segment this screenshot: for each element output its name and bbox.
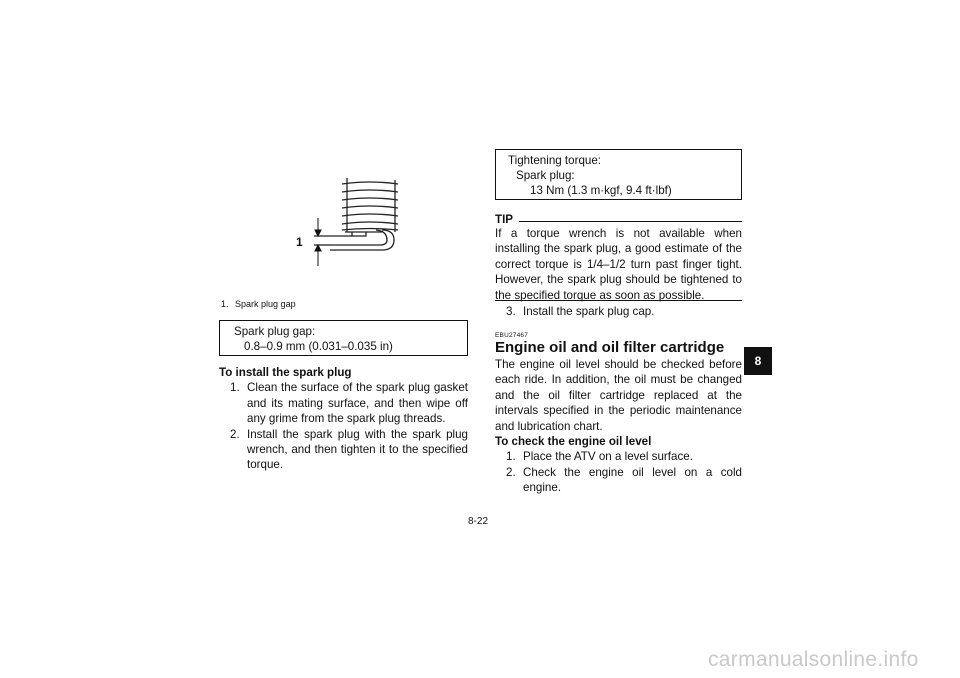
tip-label: TIP — [495, 213, 514, 226]
install-step-1 — [219, 380, 468, 426]
step-text: Install the spark plug cap. — [523, 305, 655, 318]
chapter-tab: 8 — [744, 347, 772, 375]
step-number: 3. — [506, 305, 516, 318]
spark-plug-gap-diagram — [290, 170, 410, 270]
check-step-2 — [495, 465, 742, 496]
caption-number: 1. — [221, 299, 229, 309]
spec-gap-value: 0.8–0.9 mm (0.031–0.035 in) — [244, 340, 393, 353]
figure-callout: 1 — [296, 235, 303, 249]
footer-watermark: carmanualsonline.info — [708, 648, 919, 671]
spec-torque-item: Spark plug: — [516, 169, 575, 182]
spec-torque-value: 13 Nm (1.3 m·kgf, 9.4 ft·lbf) — [530, 184, 672, 197]
step-text: Check the engine oil level on a cold engine. — [523, 465, 742, 495]
spec-gap-title: Spark plug gap: — [234, 325, 316, 338]
section-title: Engine oil and oil filter cartridge — [495, 339, 725, 356]
step-number: 1. — [230, 381, 240, 395]
spec-torque-title: Tightening torque: — [508, 154, 602, 167]
figure-caption — [221, 299, 296, 309]
check-section — [495, 434, 742, 496]
check-step-1 — [495, 449, 742, 464]
step-number: 1. — [506, 450, 516, 464]
check-heading: To check the engine oil level — [495, 435, 652, 448]
section-code: EBU27467 — [495, 332, 529, 339]
step-text: Install the spark plug with the spark plug wrench, and then tighten it to the specified torque. — [247, 427, 468, 472]
step-number: 2. — [506, 465, 516, 479]
install-step-3 — [495, 304, 742, 319]
tip-top-rule — [519, 221, 742, 222]
section-intro: The engine oil level should be checked before each ride. In addition, the oil must be changed and the oil filter cartridge replaced at the intervals specified in the periodic maintenance and lubrication chart. — [495, 358, 742, 433]
step-text: Place the ATV on a level surface. — [523, 450, 693, 464]
tightening-torque-spec-box — [495, 149, 742, 200]
install-heading: To install the spark plug — [219, 366, 352, 379]
tip-text: If a torque wrench is not available when installing the spark plug, a good estimate of the correct torque is 1/4–1/2 turn past finger tight. However, the spark plug should be tightened to the specified torque as soon as possible. — [495, 227, 742, 302]
tip-bottom-rule — [495, 300, 742, 301]
step-text: Clean the surface of the spark plug gasket and its mating surface, and then wipe off any grime from the spark plug threads. — [247, 381, 468, 426]
install-step-2 — [219, 427, 468, 473]
install-section — [219, 365, 468, 473]
spark-plug-gap-spec-box — [219, 320, 468, 356]
caption-text: Spark plug gap — [235, 299, 296, 309]
step-number: 2. — [230, 427, 240, 441]
page-number: 8-22 — [468, 516, 489, 527]
